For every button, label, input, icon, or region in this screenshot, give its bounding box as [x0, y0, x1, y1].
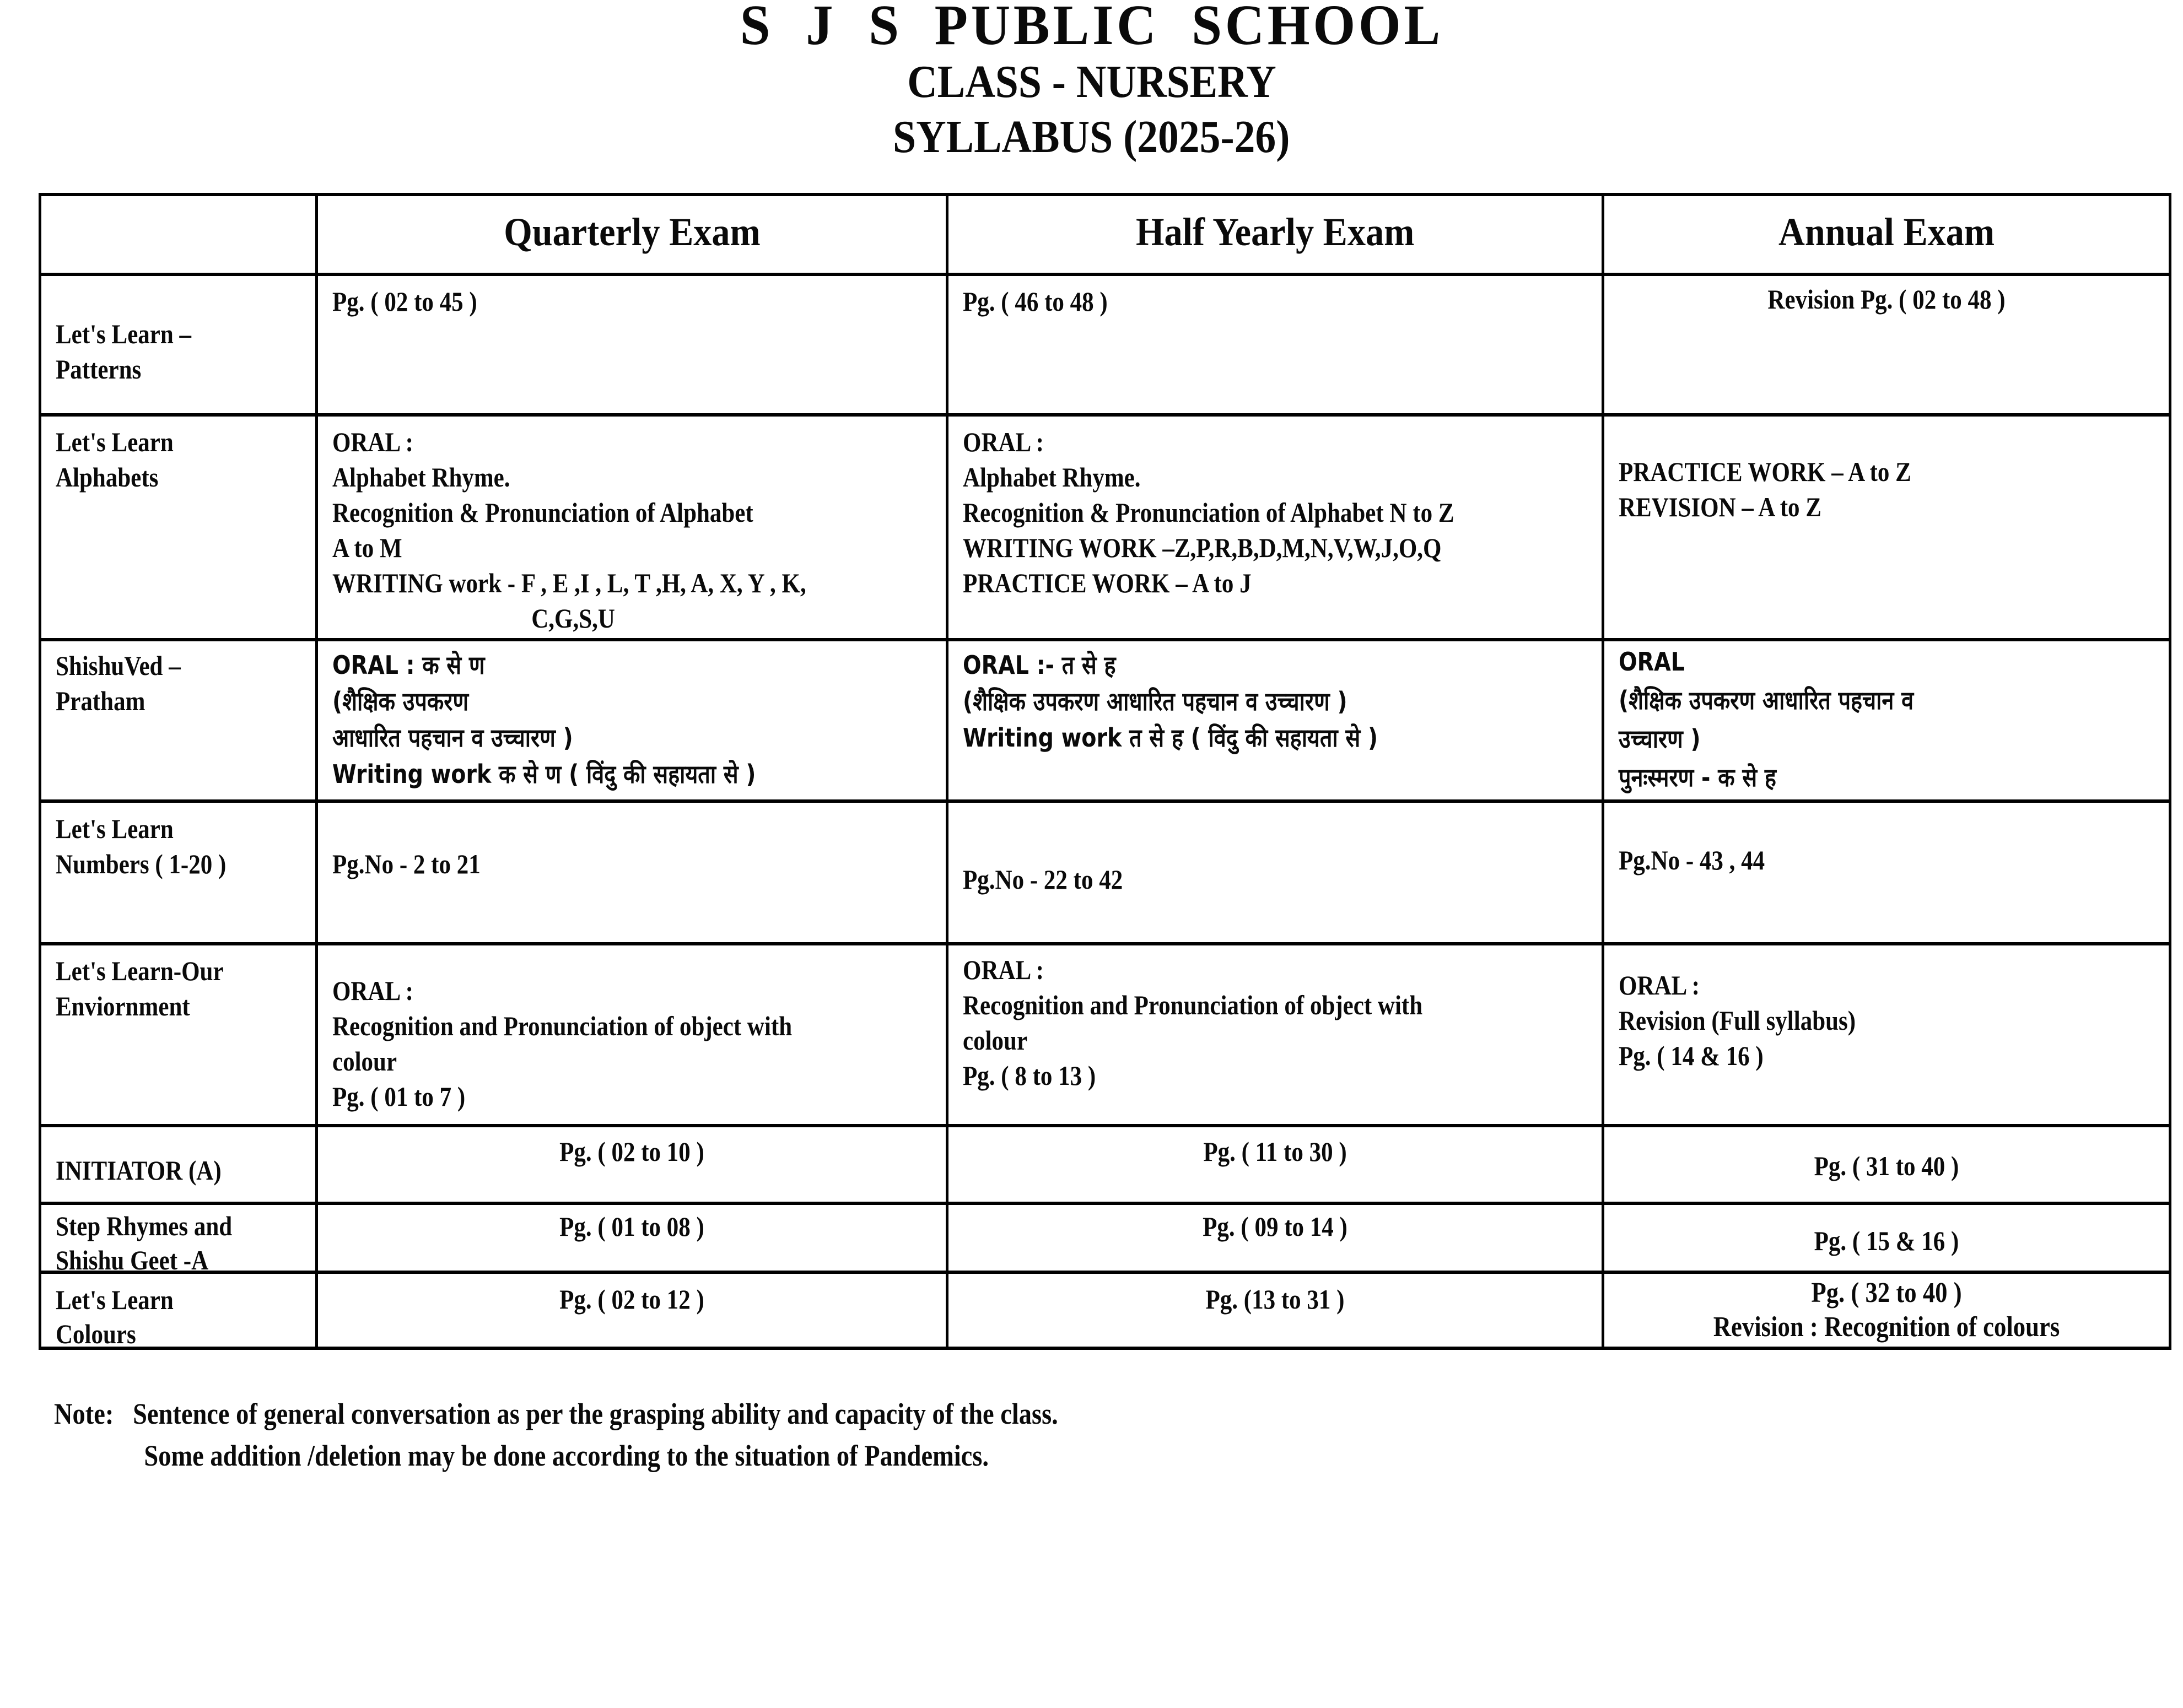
quarterly-environment	[318, 965, 946, 1122]
subject-alphabets	[41, 417, 315, 502]
cell-line: Pg. ( 32 to 40 )	[1811, 1277, 1962, 1309]
subject-line: Let's Learn	[56, 1284, 174, 1315]
syllabus-title: SYLLABUS (2025-26)	[893, 111, 1290, 163]
cell-line: Pg.No - 43 , 44	[1619, 845, 1765, 875]
half-yearly-colours	[948, 1274, 1602, 1325]
subject-step-rhymes	[41, 1201, 315, 1285]
cell-line: उच्चारण )	[1619, 724, 1701, 754]
cell-line: Alphabet Rhyme.	[963, 462, 1141, 493]
note-line-2: Some addition /deletion may be done according to the situation of Pandemics.	[144, 1439, 989, 1472]
annual-numbers	[1604, 835, 2169, 885]
quarterly-alphabets	[318, 417, 946, 644]
cell-line: (शैक्षिक उपकरण आधारित पहचान व	[1619, 685, 1914, 715]
subject-numbers	[41, 803, 315, 889]
cell-line: colour	[963, 1025, 1028, 1056]
class-title: CLASS - NURSERY	[907, 56, 1276, 107]
subject-line: Let's Learn-Our	[56, 955, 224, 986]
cell-line: (शैक्षिक उपकरण आधारित पहचान व उच्चारण )	[963, 687, 1347, 716]
subject-line: Numbers ( 1-20 )	[56, 848, 227, 879]
quarterly-colours	[318, 1274, 946, 1325]
cell-line: Pg. ( 09 to 14 )	[1203, 1211, 1347, 1242]
annual-step-rhymes	[1604, 1215, 2169, 1266]
quarterly-patterns	[318, 276, 946, 327]
cell-line: ORAL : क से ण	[332, 650, 485, 680]
cell-line: Pg.No - 22 to 42	[963, 864, 1123, 895]
subject-line: Patterns	[56, 354, 142, 385]
cell-line: Pg. ( 15 & 16 )	[1814, 1225, 1959, 1256]
subject-line: Let's Learn –	[56, 318, 192, 349]
cell-line: ORAL :- त से ह	[963, 650, 1116, 680]
quarterly-numbers	[318, 839, 946, 889]
annual-patterns	[1604, 274, 2169, 325]
annual-initiator	[1604, 1141, 2169, 1191]
cell-line: ORAL :	[1619, 970, 1700, 1001]
subject-line: Let's Learn	[56, 426, 174, 457]
subject-line: Pratham	[56, 685, 145, 716]
cell-line: Alphabet Rhyme.	[332, 462, 510, 493]
column-header-quarterly: Quarterly Exam	[503, 210, 761, 254]
table-border-right	[2169, 193, 2171, 1350]
cell-line: Pg. ( 46 to 48 )	[963, 286, 1108, 317]
cell-line: Pg.No - 2 to 21	[332, 848, 481, 879]
annual-environment	[1604, 960, 2169, 1081]
cell-line: Revision : Recognition of colours	[1713, 1311, 2060, 1343]
cell-line: Pg. ( 02 to 12 )	[559, 1284, 704, 1315]
cell-line: Writing work क से ण ( विंदु की सहायता से )	[332, 759, 756, 789]
cell-line: Pg. ( 02 to 45 )	[332, 286, 477, 317]
subject-initiator	[41, 1145, 315, 1196]
note-text-1: Sentence of general conversation as per the grasping ability and capacity of the class.	[133, 1397, 1058, 1430]
cell-line: Recognition & Pronunciation of Alphabet N to Z	[963, 497, 1454, 528]
cell-line: (शैक्षिक उपकरण	[332, 687, 469, 716]
cell-line: Recognition and Pronunciation of object with	[332, 1010, 793, 1041]
half-yearly-patterns	[948, 276, 1602, 327]
cell-line: पुनःस्मरण - क से ह	[1619, 763, 1776, 792]
cell-line: colour	[332, 1046, 397, 1077]
half-yearly-alphabets	[948, 417, 1602, 608]
subject-line: ShishuVed –	[56, 650, 181, 681]
half-yearly-shishuved	[948, 639, 1602, 764]
cell-line: PRACTICE WORK – A to J	[963, 567, 1252, 598]
cell-line: ORAL :	[332, 426, 413, 457]
cell-line: WRITING WORK –Z,P,R,B,D,M,N,V,W,J,O,Q	[963, 532, 1442, 563]
cell-line: Pg. ( 01 to 08 )	[559, 1211, 704, 1242]
subject-environment	[41, 945, 315, 1031]
column-header-half-yearly: Half Yearly Exam	[1135, 210, 1415, 254]
subject-colours	[41, 1275, 315, 1359]
subject-shishuved	[41, 640, 315, 726]
note-label: Note:	[54, 1397, 114, 1430]
annual-shishuved	[1604, 635, 2169, 804]
half-yearly-step-rhymes	[948, 1201, 1602, 1252]
half-yearly-initiator	[948, 1126, 1602, 1177]
cell-line: ORAL :	[332, 975, 413, 1006]
cell-line: Pg. ( 8 to 13 )	[963, 1060, 1096, 1091]
cell-line: Writing work त से ह ( विंदु की सहायता से )	[963, 723, 1378, 753]
cell-line: ORAL :	[963, 954, 1044, 985]
quarterly-initiator	[318, 1126, 946, 1177]
subject-line: Shishu Geet -A	[56, 1245, 209, 1275]
note-line-1	[54, 1393, 1058, 1435]
cell-line: ORAL	[1619, 647, 1685, 677]
subject-line: Step Rhymes and	[56, 1210, 233, 1241]
annual-colours	[1604, 1268, 2169, 1352]
cell-line: आधारित पहचान व उच्चारण )	[332, 723, 573, 753]
subject-line: Enviornment	[56, 991, 190, 1021]
cell-line: Revision (Full syllabus)	[1619, 1005, 1856, 1036]
cell-line: Pg. ( 14 & 16 )	[1619, 1040, 1764, 1071]
cell-line: REVISION – A to Z	[1619, 491, 1821, 522]
cell-line: Pg. ( 01 to 7 )	[332, 1081, 466, 1112]
cell-line: Pg. ( 11 to 30 )	[1203, 1136, 1347, 1167]
cell-line: PRACTICE WORK – A to Z	[1619, 456, 1911, 487]
cell-line: Recognition & Pronunciation of Alphabet	[332, 497, 753, 528]
cell-line: ORAL :	[963, 426, 1044, 457]
cell-line: Revision Pg. ( 02 to 48 )	[1767, 284, 2006, 315]
column-header-annual: Annual Exam	[1778, 210, 1995, 254]
subject-line: Colours	[56, 1318, 136, 1349]
quarterly-shishuved	[318, 639, 946, 800]
cell-line: Recognition and Pronunciation of object with	[963, 990, 1423, 1020]
cell-line: Pg. ( 31 to 40 )	[1814, 1150, 1959, 1181]
subject-line: INITIATOR (A)	[56, 1155, 222, 1186]
cell-line: A to M	[332, 532, 402, 563]
cell-line: WRITING work - F , E ,I , L, T ,H, A, X, Y , K,	[332, 567, 806, 598]
subject-patterns	[41, 309, 315, 394]
cell-line: C,G,S,U	[531, 603, 615, 634]
note	[54, 1393, 1221, 1477]
subject-line: Let's Learn	[56, 813, 174, 844]
cell-line: Pg. ( 02 to 10 )	[559, 1136, 704, 1167]
half-yearly-numbers	[948, 854, 1602, 905]
annual-alphabets	[1604, 446, 2169, 532]
half-yearly-environment	[948, 944, 1602, 1101]
quarterly-step-rhymes	[318, 1201, 946, 1252]
cell-line: Pg. (13 to 31 )	[1205, 1284, 1345, 1315]
school-name: S J S PUBLIC SCHOOL	[740, 0, 1443, 57]
subject-line: Alphabets	[56, 462, 159, 493]
